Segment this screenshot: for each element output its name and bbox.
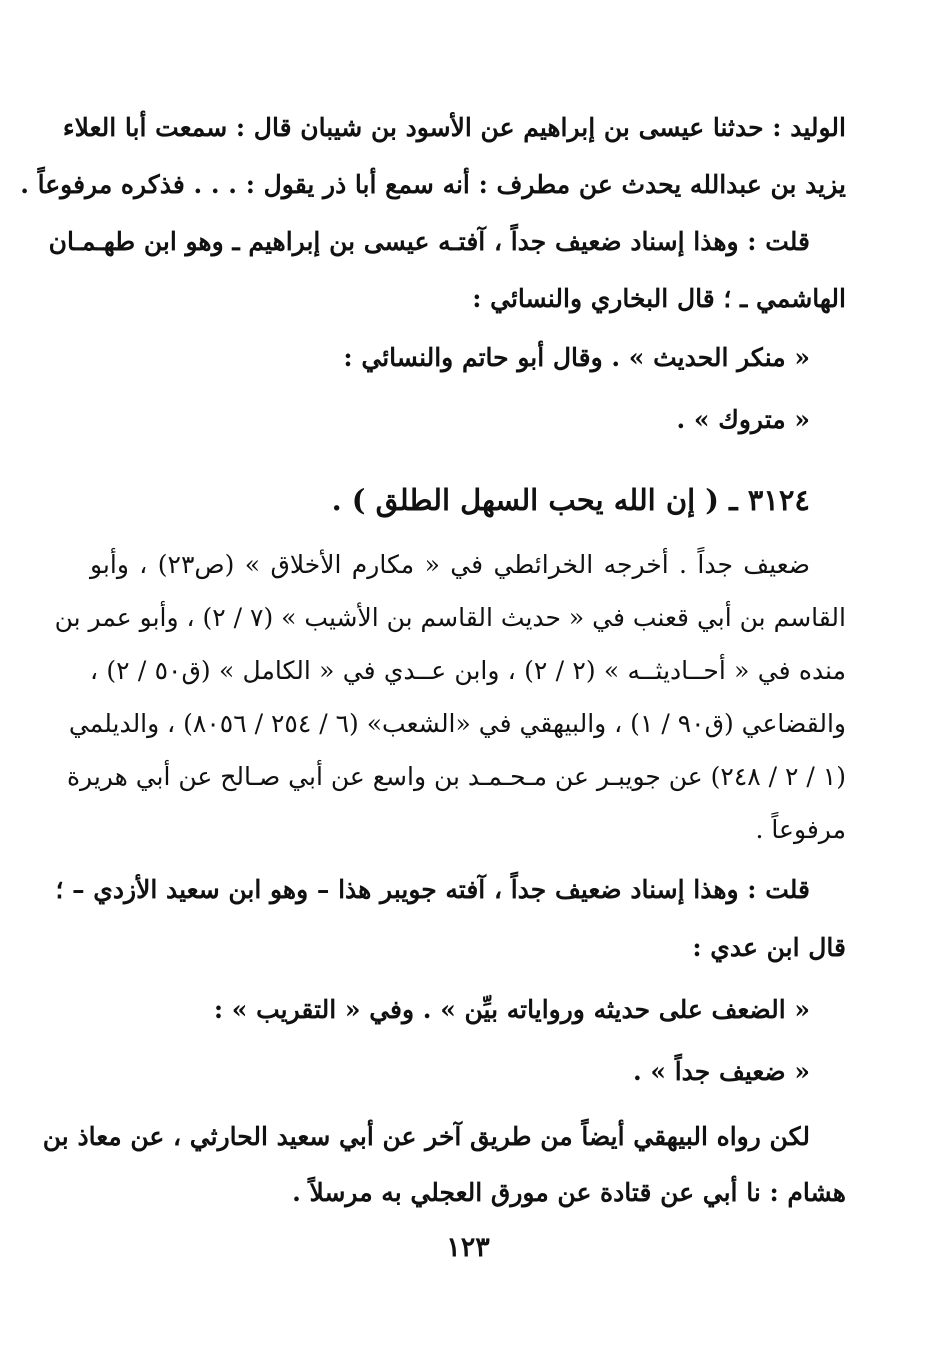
text-line: هشام : نا أبي عن قتادة عن مورق العجلي به مرسلاً . bbox=[292, 1178, 846, 1207]
text-line: « الضعف على حديثه ورواياته بيِّن » . وفي « التقريب » : bbox=[213, 995, 810, 1024]
text-line: « ضعيف جداً » . bbox=[632, 1057, 810, 1086]
text-line: والقضاعي (ق٩٠ / ١) ، والبيهقي في «الشعب» (٦ / ٢٥٤ / ٨٠٥٦) ، والديلمي bbox=[68, 709, 846, 738]
text-line: قال ابن عدي : bbox=[692, 933, 846, 962]
hadith-heading: ٣١٢٤ ـ ( إن الله يحب السهل الطلق ) . bbox=[331, 483, 810, 517]
text-line: لكن رواه البيهقي أيضاً من طريق آخر عن أبي سعيد الحارثي ، عن معاذ بن bbox=[42, 1122, 810, 1151]
text-line: ضعيف جداً . أخرجه الخرائطي في « مكارم الأخلاق » (ص٢٣) ، وأبو bbox=[90, 550, 811, 579]
text-line: الهاشمي ـ ؛ قال البخاري والنسائي : bbox=[472, 284, 846, 313]
text-line: يزيد بن عبدالله يحدث عن مطرف : أنه سمع أبا ذر يقول : . . . فذكره مرفوعاً . bbox=[20, 170, 846, 199]
text-line: القاسم بن أبي قعنب في « حديث القاسم بن الأشيب » (٧ / ٢) ، وأبو عمر بن bbox=[54, 603, 846, 632]
page-number: ١٢٣ bbox=[446, 1232, 490, 1263]
text-line: قلت : وهذا إسناد ضعيف جداً ، آفته جويبر هذا – وهو ابن سعيد الأزدي – ؛ bbox=[55, 875, 810, 904]
text-line: مرفوعاً . bbox=[755, 815, 846, 844]
text-line: (١ / ٢ / ٢٤٨) عن جويبـر عن مـحـمـد بن واسع عن أبي صـالح عن أبي هريرة bbox=[66, 762, 846, 791]
text-line: قلت : وهذا إسناد ضعيف جداً ، آفتـه عيسى بن إبراهيم ـ وهو ابن طهـمـان bbox=[48, 227, 810, 256]
text-line: منده في « أحــاديثــه » (٢ / ٢) ، وابن عــدي في « الكامل » (ق٥٠ / ٢) ، bbox=[90, 656, 846, 685]
text-line: « متروك » . bbox=[676, 405, 810, 434]
text-line: « منكر الحديث » . وقال أبو حاتم والنسائي : bbox=[343, 343, 810, 372]
text-line: الوليد : حدثنا عيسى بن إبراهيم عن الأسود بن شيبان قال : سمعت أبا العلاء bbox=[62, 113, 846, 142]
